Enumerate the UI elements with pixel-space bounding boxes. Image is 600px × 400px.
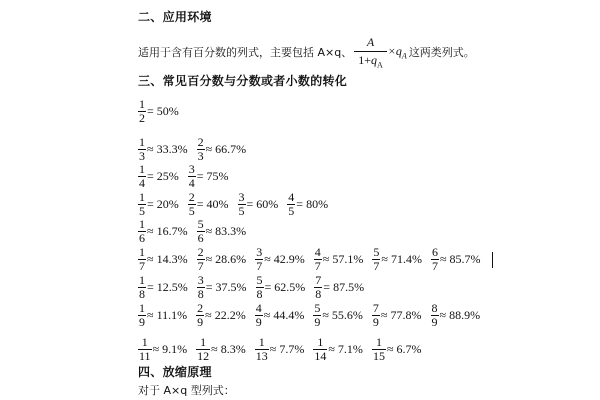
fraction-numerator: 1 [139, 135, 145, 149]
formula-times: × [387, 44, 396, 58]
fraction-numerator: 1 [139, 273, 145, 287]
fraction [313, 302, 321, 329]
percentage-value: ≈ 8.3% [211, 342, 246, 356]
fraction-conversion [314, 274, 364, 301]
percentage-value: ≈ 7.1% [328, 342, 363, 356]
formula-mult-var: q [395, 44, 402, 58]
fraction [255, 336, 269, 363]
percentage-value: ≈ 66.7% [205, 142, 247, 156]
fraction-denominator: 8 [197, 287, 204, 301]
fraction [255, 246, 263, 273]
fraction [138, 98, 146, 125]
fraction-conversion [313, 302, 363, 329]
fraction-numerator: 3 [197, 273, 204, 287]
formula-denominator [354, 51, 387, 69]
section-heading-application: 二、应用环境 [138, 10, 212, 24]
fraction [196, 302, 204, 329]
fraction-conversion [197, 246, 247, 273]
fraction-conversion [314, 246, 364, 273]
fraction-conversion [372, 336, 422, 363]
fraction [372, 336, 386, 363]
fraction-denominator: 6 [197, 231, 204, 245]
fraction [138, 136, 146, 163]
percentage-value: = 25% [147, 169, 179, 183]
fraction-denominator: 5 [238, 204, 245, 218]
fraction-conversion [372, 246, 422, 273]
fraction-numerator: 2 [197, 135, 204, 149]
fraction-denominator: 7 [431, 259, 438, 273]
fraction-numerator: 3 [256, 245, 263, 259]
fraction-denominator: 7 [314, 259, 321, 273]
percentage-value: ≈ 14.3% [147, 252, 188, 266]
applicability-prefix: 适用于含有百分数的列式，主要包括 A×q、 [138, 46, 353, 60]
percentage-value: ≈ 88.9% [439, 308, 481, 322]
footer-paragraph: 对于 A×q 型列式： [138, 384, 235, 397]
fraction [138, 246, 146, 273]
fraction [138, 191, 146, 218]
applicability-paragraph [138, 35, 475, 69]
fraction [138, 336, 152, 363]
fraction-conversion [138, 218, 188, 245]
fraction-conversion [197, 136, 247, 163]
percentage-value: ≈ 85.7% [439, 252, 481, 266]
formula-fraction [354, 35, 387, 69]
percentage-value: = 75% [196, 169, 229, 183]
fraction-denominator: 4 [139, 176, 145, 190]
fraction [256, 274, 264, 301]
fraction-numerator: 6 [431, 245, 438, 259]
percentage-value: ≈ 28.6% [205, 252, 247, 266]
fraction [138, 218, 146, 245]
fraction-conversion [138, 246, 188, 273]
fraction [188, 163, 196, 190]
fraction-denominator: 4 [188, 176, 195, 190]
fraction-conversion [196, 336, 246, 363]
percentage-value: = 80% [296, 197, 329, 211]
percentage-value: = 62.5% [264, 280, 306, 294]
fraction-numerator: 7 [372, 301, 379, 315]
fraction [314, 274, 322, 301]
fraction-denominator: 5 [188, 204, 195, 218]
fraction-conversion [431, 246, 481, 273]
fraction-denominator: 6 [139, 231, 145, 245]
fraction-denominator: 5 [139, 204, 145, 218]
fraction-numerator: 1 [139, 217, 145, 231]
fraction-numerator: 1 [139, 245, 145, 259]
percentage-value: = 37.5% [205, 280, 247, 294]
fraction-numerator: 5 [256, 273, 263, 287]
fraction [372, 302, 380, 329]
fraction [197, 218, 205, 245]
fraction-numerator: 8 [431, 301, 438, 315]
fraction-numerator: 2 [197, 245, 204, 259]
fraction-numerator: 1 [139, 162, 145, 176]
fraction-denominator: 12 [197, 349, 210, 363]
percentage-value: = 12.5% [147, 280, 188, 294]
fraction-denominator: 9 [197, 315, 204, 329]
percentage-value: ≈ 77.8% [380, 308, 422, 322]
fraction-conversion [197, 218, 247, 245]
fraction-conversion [287, 191, 328, 218]
fraction-numerator: 4 [288, 190, 295, 204]
fraction-numerator: 1 [141, 335, 148, 349]
fraction-denominator: 9 [255, 315, 262, 329]
fraction-denominator: 11 [139, 349, 151, 363]
fraction-numerator: 1 [258, 335, 265, 349]
fraction [188, 191, 196, 218]
fraction-denominator: 2 [139, 111, 145, 125]
fraction-denominator: 9 [372, 315, 379, 329]
percentage-value: ≈ 33.3% [147, 142, 188, 156]
fraction [372, 246, 380, 273]
fraction [196, 336, 210, 363]
fraction-numerator: 5 [314, 301, 321, 315]
fraction-conversion [238, 191, 279, 218]
percentage-value: ≈ 57.1% [322, 252, 364, 266]
percentage-value: ≈ 83.3% [205, 224, 247, 238]
fraction [255, 302, 263, 329]
fraction [197, 136, 205, 163]
percentage-value: ≈ 71.4% [381, 252, 422, 266]
fraction-conversion [197, 274, 247, 301]
formula-multiplier [388, 44, 407, 60]
fraction-conversion [255, 246, 305, 273]
conversion-row [138, 218, 255, 245]
fraction-numerator: 2 [188, 190, 195, 204]
formula-numerator: A [366, 35, 375, 49]
fraction-denominator: 8 [256, 287, 263, 301]
fraction-conversion [188, 191, 229, 218]
fraction-conversion [138, 163, 179, 190]
fraction-denominator: 3 [139, 149, 145, 163]
fraction-conversion [138, 274, 188, 301]
fraction-conversion [138, 98, 179, 125]
fraction-numerator: 1 [317, 335, 324, 349]
fraction-conversion [256, 274, 306, 301]
fraction-denominator: 8 [315, 287, 322, 301]
fraction-denominator: 15 [372, 349, 385, 363]
fraction-conversion [138, 336, 187, 363]
conversion-row [138, 98, 188, 125]
fraction-conversion [138, 302, 187, 329]
conversion-row [138, 274, 373, 301]
percentage-value: = 20% [147, 197, 179, 211]
fraction [197, 274, 205, 301]
conversion-row [138, 191, 337, 218]
fraction-numerator: 1 [200, 335, 207, 349]
formula-den-sub: A [377, 60, 383, 70]
fraction-numerator: 7 [315, 273, 322, 287]
percentage-value: ≈ 7.7% [269, 342, 305, 356]
conversion-row [138, 136, 255, 163]
fraction-conversion [188, 163, 229, 190]
fraction [138, 302, 146, 329]
fraction-numerator: 1 [139, 301, 145, 315]
fraction-denominator: 7 [197, 259, 204, 273]
fraction-numerator: 5 [197, 217, 204, 231]
formula-den-base: 1+ [358, 53, 372, 67]
fraction [313, 336, 327, 363]
fraction [138, 274, 146, 301]
percentage-value: ≈ 6.7% [386, 342, 422, 356]
fraction-conversion [196, 302, 246, 329]
formula-mult-sub: A [401, 51, 407, 61]
fraction-denominator: 8 [139, 287, 145, 301]
fraction-denominator: 5 [288, 204, 295, 218]
formula-den-var: q [371, 53, 378, 67]
fraction-denominator: 3 [197, 149, 204, 163]
percentage-value: ≈ 44.4% [263, 308, 305, 322]
section-heading-conversion: 三、常见百分数与分数或者小数的转化 [138, 74, 348, 88]
conversion-row [138, 163, 238, 190]
fraction-numerator: 4 [255, 301, 262, 315]
fraction [431, 302, 439, 329]
section-heading-scaling: 四、放缩原理 [138, 365, 212, 379]
percentage-value: ≈ 16.7% [147, 224, 188, 238]
fraction-numerator: 5 [373, 245, 380, 259]
fraction [431, 246, 439, 273]
fraction [314, 246, 322, 273]
fraction [138, 163, 146, 190]
percentage-value: = 50% [147, 104, 179, 118]
fraction [197, 246, 205, 273]
applicability-suffix: 这两类列式。 [408, 46, 475, 60]
fraction-numerator: 1 [375, 335, 382, 349]
fraction-conversion [138, 136, 188, 163]
percentage-value: = 87.5% [323, 280, 365, 294]
conversion-row [138, 246, 493, 273]
fraction-conversion [313, 336, 363, 363]
fraction-denominator: 9 [314, 315, 321, 329]
percentage-value: = 40% [196, 197, 229, 211]
fraction-numerator: 3 [238, 190, 245, 204]
conversion-row [138, 336, 431, 363]
fraction-denominator: 9 [139, 315, 145, 329]
percentage-value: ≈ 9.1% [152, 342, 188, 356]
percentage-value: ≈ 55.6% [322, 308, 363, 322]
fraction-conversion [255, 336, 305, 363]
fraction-denominator: 9 [431, 315, 438, 329]
text-cursor [492, 252, 493, 268]
formula-a-over-1-plus-q [354, 35, 407, 69]
fraction-numerator: 4 [314, 245, 321, 259]
fraction-numerator: 1 [139, 190, 145, 204]
percentage-value: = 60% [246, 197, 279, 211]
percentage-value: ≈ 22.2% [205, 308, 246, 322]
fraction-conversion [372, 302, 422, 329]
fraction-denominator: 14 [314, 349, 327, 363]
fraction [238, 191, 246, 218]
percentage-value: ≈ 11.1% [147, 308, 188, 322]
fraction-conversion [431, 302, 481, 329]
fraction-conversion [255, 302, 305, 329]
fraction [287, 191, 295, 218]
conversion-row [138, 302, 489, 329]
fraction-denominator: 7 [373, 259, 380, 273]
fraction-numerator: 2 [197, 301, 204, 315]
fraction-conversion [138, 191, 179, 218]
percentage-value: ≈ 42.9% [264, 252, 305, 266]
fraction-denominator: 7 [139, 259, 145, 273]
fraction-numerator: 3 [188, 162, 195, 176]
fraction-numerator: 1 [139, 97, 145, 111]
fraction-denominator: 13 [255, 349, 268, 363]
fraction-denominator: 7 [256, 259, 263, 273]
